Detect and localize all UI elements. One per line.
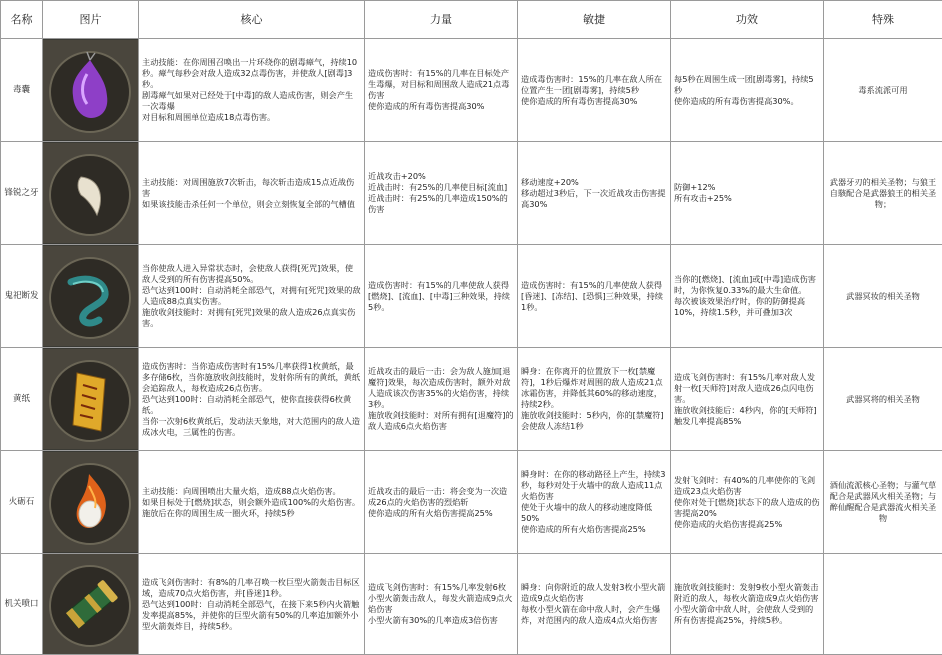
relic-name: 机关喷口	[1, 554, 43, 655]
header-core: 核心	[139, 1, 365, 39]
special-cell	[824, 554, 942, 655]
special-cell: 武器冥将的相关圣物	[824, 348, 942, 451]
header-agility: 敏捷	[518, 1, 671, 39]
special-cell: 酒仙流派核心圣物；与灌气草配合是武器风火相关圣物；与醉仙醒配合是武器流火相关圣物	[824, 451, 942, 554]
agility-cell: 瞬身时：在你的移动路径上产生，持续3秒，每秒对处于火墙中的敌人造成11点火焰伤害 使处于火墙中的敌人的移动速度降低50% 使你造成的所有火焰伤害提高25%	[518, 451, 671, 554]
header-strength: 力量	[365, 1, 518, 39]
relic-name: 锋锐之牙	[1, 142, 43, 245]
special-cell: 毒系流派可用	[824, 39, 942, 142]
purple-poison-sac-icon	[43, 40, 138, 140]
agility-cell: 造成毒伤害时：15%的几率在敌人所在位置产生一团[剧毒雾]，持续5秒 使你造成的所有毒伤害提高30%	[518, 39, 671, 142]
table-row	[1, 348, 942, 451]
relic-image-cell	[43, 39, 139, 142]
agility-cell: 瞬身：向你附近的敌人发射3枚小型火箭造成9点火焰伤害 每枚小型火箭在命中敌人时，会产生爆炸，对范围内的敌人造成4点火焰伤害	[518, 554, 671, 655]
header-effect: 功效	[671, 1, 824, 39]
table-row	[1, 142, 942, 245]
relic-image-cell	[43, 245, 139, 348]
special-cell: 武器冥妆的相关圣物	[824, 245, 942, 348]
core-cell: 主动技能：向周围喷出大量火焰，造成88点火焰伤害。 如果目标处于[燃烧]状态，则会额外造成100%的火焰伤害。 施放后在你的周围生成一圈火环，持续5秒	[139, 451, 365, 554]
core-cell: 造成飞剑伤害时：有8%的几率召唤一枚巨型火箭轰击目标区域，造成70点火焰伤害，并[昏迷]1秒。 恐气达到100时：自动消耗全部恐气，在接下来5秒内火箭触发率提高85%，并使你的巨型火箭有50%的几率追加额外小型火箭轰炸目，持续5秒。	[139, 554, 365, 655]
teal-hair-braid-icon	[43, 246, 138, 346]
relic-image-cell	[43, 142, 139, 245]
strength-cell: 造成飞剑伤害时：有15%几率发射6枚小型火箭轰击敌人，每发火箭造成9点火焰伤害 小型火箭有30%的几率造成3倍伤害	[365, 554, 518, 655]
relic-name: 黄纸	[1, 348, 43, 451]
relic-image-cell	[43, 348, 139, 451]
strength-cell: 近战攻击的最后一击：会为敌人施加[退魔符]效果，每次造成伤害时，额外对敌人造成该次伤害35%的火焰伤害，持续3秒。 施放收剑技能时：对所有拥有[退魔符]的敌人造成6点火焰伤害	[365, 348, 518, 451]
effect-cell: 防御+12% 所有攻击+25%	[671, 142, 824, 245]
agility-cell: 瞬身：在你离开的位置放下一枚[禁魔符]，1秒后爆炸对周围的敌人造成21点冰霜伤害，并降低其60%的移动速度，持续2秒。 施放收剑技能时：5秒内，你的[禁魔符]会使敌人冻结1秒	[518, 348, 671, 451]
header-row	[1, 1, 942, 39]
core-cell: 造成伤害时：当你造成伤害时有15%几率获得1枚黄纸，最多存储6枚，当你施放收剑技能时，发射你所有的黄纸，黄纸会追踪敌人，每枚造成26点伤害。 恐气达到100时：自动消耗全部恐气，使你直接获得6枚黄纸。 当你一次射6枚黄纸后，发动法天象地，对大范围内的敌人造成冰火电，三属性的伤害。	[139, 348, 365, 451]
effect-cell: 每5秒在周围生成一团[剧毒雾]，持续5秒 使你造成的所有毒伤害提高30%。	[671, 39, 824, 142]
fire-whetstone-icon	[43, 452, 138, 552]
strength-cell: 近战攻击+20% 近战击时：有25%的几率使目标[流血] 近战击时：有25%的几率造成150%的伤害	[365, 142, 518, 245]
agility-cell: 造成伤害时：有15%的几率使敌人获得[昏迷]、[冻结]、[恐惧]三种效果，持续1秒。	[518, 245, 671, 348]
fang-tooth-icon	[43, 143, 138, 243]
table-row	[1, 554, 942, 655]
mechanism-nozzle-icon	[43, 554, 138, 654]
table-row	[1, 245, 942, 348]
relic-name: 毒囊	[1, 39, 43, 142]
strength-cell: 造成伤害时：有15%的几率使敌人获得[燃烧]、[流血]、[中毒]三种效果，持续5秒。	[365, 245, 518, 348]
yellow-talisman-paper-icon	[43, 349, 138, 449]
core-cell: 主动技能：在你周围召唤出一片环绕你的剧毒瘴气，持续10秒。瘴气每秒会对敌人造成32点毒伤害，并使敌人[剧毒]3秒。 剧毒瘴气如果对已经处于[中毒]的敌人造成伤害，则会产生一次毒爆 对目标和周围单位造成18点毒伤害。	[139, 39, 365, 142]
effect-cell: 造成飞剑伤害时：有15%几率对敌人发射一枚[天师符]对敌人造成26点闪电伤害。 施放收剑技能后：4秒内，你的[天师符]触发几率提高85%	[671, 348, 824, 451]
agility-cell: 移动速度+20% 移动超过3秒后，下一次近战攻击伤害提高30%	[518, 142, 671, 245]
header-image: 图片	[43, 1, 139, 39]
table-row	[1, 39, 942, 142]
strength-cell: 造成伤害时：有15%的几率在目标处产生毒爆，对目标和周围敌人造成21点毒伤害 使你造成的所有毒伤害提高30%	[365, 39, 518, 142]
strength-cell: 近战攻击的最后一击：将会变为一次造成26点的火焰伤害的烈焰斩 使你造成的所有火焰伤害提高25%	[365, 451, 518, 554]
effect-cell: 发射飞剑时：有40%的几率使你的飞剑造成23点火焰伤害 使你对处于[燃烧]状态下的敌人造成的伤害提高20% 使你造成的火焰伤害提高25%	[671, 451, 824, 554]
relic-image-cell	[43, 451, 139, 554]
table-row	[1, 451, 942, 554]
header-name: 名称	[1, 1, 43, 39]
relic-name: 火砺石	[1, 451, 43, 554]
relic-name: 鬼祀断发	[1, 245, 43, 348]
special-cell: 武器牙刃的相关圣物；与狼王自駭配合是武器狼王的相关圣物；	[824, 142, 942, 245]
relic-image-cell	[43, 554, 139, 655]
core-cell: 当你使敌人进入异常状态时，会使敌人获得[死咒]效果，使敌人受到的所有伤害提高50%。 恐气达到100时：自动消耗全部恐气，对拥有[死咒]效果的敌人造成88点真实伤害。 施放收剑技能时：对拥有[死咒]效果的敌人造成26点真实伤害。	[139, 245, 365, 348]
effect-cell: 施放收剑技能时：发射9枚小型火箭轰击附近的敌人，每枚火箭造成9点火焰伤害 小型火箭命中敌人时，会使敌人受到的所有伤害提高25%，持续5秒。	[671, 554, 824, 655]
header-special: 特殊	[824, 1, 942, 39]
core-cell: 主动技能：对周围施放7次斩击，每次斩击造成15点近战伤害 如果该技能击杀任何一个单位，则会立刻恢复全部的气槽值	[139, 142, 365, 245]
effect-cell: 当你的[燃烧]、[流血]或[中毒]造成伤害时，为你恢复0.33%的最大生命值。 每次被该效果治疗时，你的防御提高10%，持续1.5秒，并可叠加3次	[671, 245, 824, 348]
